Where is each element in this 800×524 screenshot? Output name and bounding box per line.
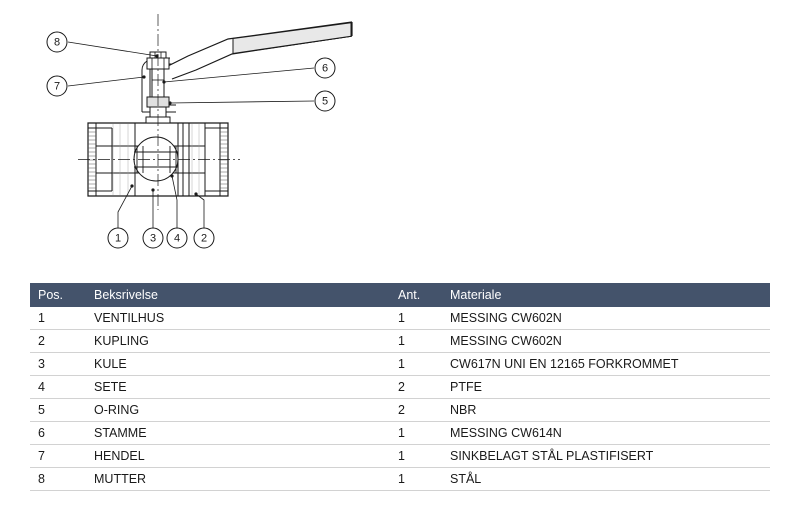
cell-ant: 2 [390, 399, 442, 422]
cell-mat: MESSING CW614N [442, 422, 770, 445]
table-row [30, 468, 770, 491]
callout-label-3: 3 [149, 232, 157, 245]
table-row [30, 422, 770, 445]
cell-ant: 1 [390, 353, 442, 376]
cell-mat: NBR [442, 399, 770, 422]
cell-ant: 1 [390, 422, 442, 445]
cell-ant: 1 [390, 307, 442, 330]
cell-ant: 2 [390, 376, 442, 399]
callout-label-2: 2 [200, 232, 208, 245]
cell-desc: VENTILHUS [86, 307, 390, 330]
cell-ant: 1 [390, 330, 442, 353]
cell-desc: STAMME [86, 422, 390, 445]
callout-label-4: 4 [173, 232, 181, 245]
callout-label-6: 6 [321, 62, 329, 75]
column-header-pos: Pos. [30, 283, 86, 307]
cell-mat: PTFE [442, 376, 770, 399]
cell-pos: 8 [30, 468, 86, 491]
cell-desc: MUTTER [86, 468, 390, 491]
table-body [30, 307, 770, 491]
cell-pos: 4 [30, 376, 86, 399]
cell-desc: SETE [86, 376, 390, 399]
callout-label-1: 1 [114, 232, 122, 245]
table-header-row [30, 283, 770, 307]
cell-ant: 1 [390, 445, 442, 468]
table-header [30, 283, 770, 307]
table-row [30, 445, 770, 468]
cell-desc: HENDEL [86, 445, 390, 468]
cell-desc: KULE [86, 353, 390, 376]
parts-list [30, 283, 770, 491]
table-row [30, 353, 770, 376]
cell-pos: 1 [30, 307, 86, 330]
cell-mat: SINKBELAGT STÅL PLASTIFISERT [442, 445, 770, 468]
table-row [30, 330, 770, 353]
cell-pos: 2 [30, 330, 86, 353]
cell-desc: KUPLING [86, 330, 390, 353]
column-header-ant: Ant. [390, 283, 442, 307]
callout-label-7: 7 [53, 80, 61, 93]
cell-pos: 3 [30, 353, 86, 376]
parts-table [30, 283, 770, 491]
table-row [30, 399, 770, 422]
cell-ant: 1 [390, 468, 442, 491]
cell-desc: O-RING [86, 399, 390, 422]
cell-mat: CW617N UNI EN 12165 FORKROMMET [442, 353, 770, 376]
cell-pos: 6 [30, 422, 86, 445]
callout-label-5: 5 [321, 95, 329, 108]
cell-pos: 5 [30, 399, 86, 422]
callout-label-8: 8 [53, 36, 61, 49]
table-row [30, 307, 770, 330]
cell-mat: STÅL [442, 468, 770, 491]
column-header-mat: Materiale [442, 283, 770, 307]
cell-mat: MESSING CW602N [442, 307, 770, 330]
cell-mat: MESSING CW602N [442, 330, 770, 353]
cell-pos: 7 [30, 445, 86, 468]
column-header-desc: Beksrivelse [86, 283, 390, 307]
table-row [30, 376, 770, 399]
